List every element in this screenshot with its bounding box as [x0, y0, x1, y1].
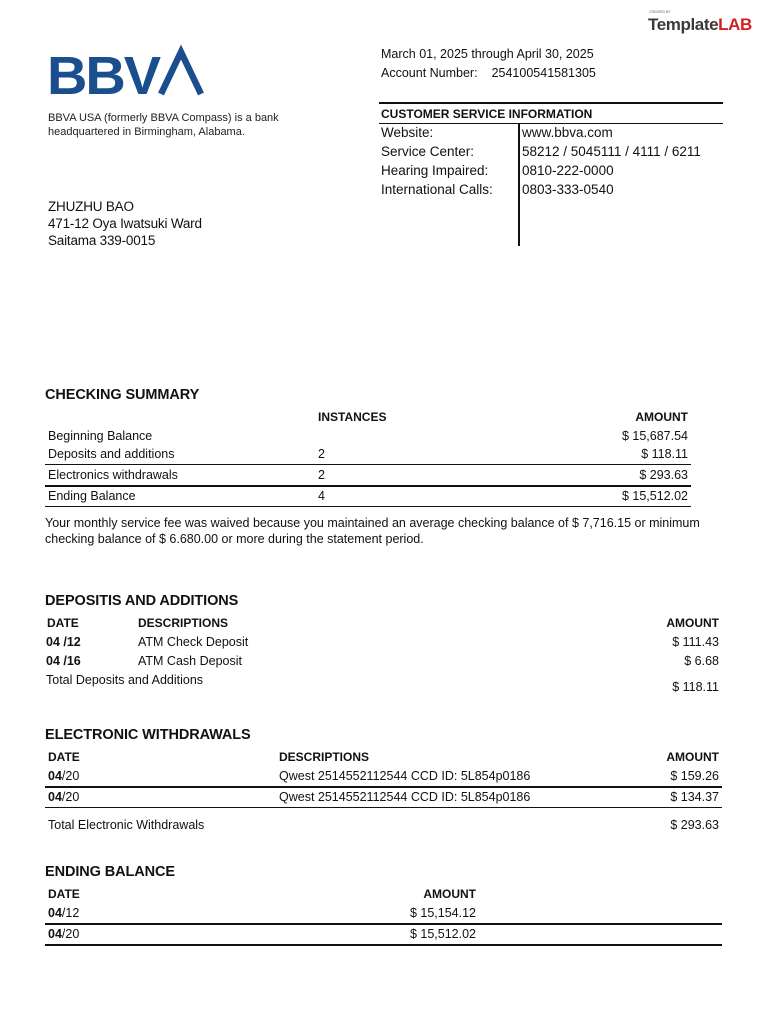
customer-address — [48, 198, 202, 249]
deposits-title: DEPOSITIS AND ADDITIONS — [45, 593, 239, 609]
svg-text:BBV: BBV — [47, 46, 162, 98]
watermark-brand-left: Template — [648, 15, 719, 34]
withdrawal-row-2-amount: $ 134.37 — [670, 790, 719, 804]
deposits-amount-header: AMOUNT — [666, 616, 719, 630]
cs-title: CUSTOMER SERVICE INFORMATION — [381, 107, 593, 121]
ending-row-2-date-month: 04 — [48, 927, 62, 941]
withdrawals-divider-1 — [45, 786, 722, 788]
withdrawals-total-amount: $ 293.63 — [670, 818, 719, 832]
withdrawal-row-2-date — [48, 790, 79, 804]
deposit-row-2-desc: ATM Cash Deposit — [138, 654, 242, 668]
summary-divider-2 — [45, 485, 691, 487]
cs-website-label: Website: — [381, 125, 434, 140]
withdrawals-amount-header: AMOUNT — [666, 750, 719, 764]
deposits-total-label: Total Deposits and Additions — [46, 673, 204, 687]
deposit-row-2-date: 04 /16 — [46, 654, 81, 668]
cs-top-divider — [379, 102, 723, 104]
ending-row-1-date — [48, 906, 79, 920]
deposits-desc-header: DESCRIPTIONS — [138, 616, 229, 630]
withdrawal-row-2-date-month: 04 — [48, 790, 62, 804]
withdrawal-row-1-date — [48, 769, 79, 783]
withdrawal-row-1-desc: Qwest 2514552112544 CCD ID: 5L854p0186 — [279, 769, 531, 783]
address-line2: Saitama 339-0015 — [48, 233, 156, 248]
cs-service-center-label: Service Center: — [381, 144, 475, 159]
deposit-row-1-amount: $ 111.43 — [672, 635, 719, 649]
cs-title-divider — [379, 123, 723, 124]
address-line1: 471-12 Oya Iwatsuki Ward — [48, 216, 202, 231]
summary-ending-amount: $ 15,512.02 — [621, 489, 688, 503]
ending-divider-2 — [45, 944, 722, 946]
cs-hearing-label: Hearing Impaired: — [381, 163, 489, 178]
account-number-row — [381, 66, 596, 80]
withdrawals-divider-2 — [45, 807, 722, 808]
watermark-brand-right: LAB — [718, 15, 752, 34]
summary-withdrawals-amount: $ 293.63 — [639, 468, 688, 482]
withdrawals-desc-header: DESCRIPTIONS — [279, 750, 370, 764]
deposit-row-2-amount: $ 6.68 — [684, 654, 719, 668]
withdrawal-row-2-desc: Qwest 2514552112544 CCD ID: 5L854p0186 — [279, 790, 531, 804]
statement-period: March 01, 2025 through April 30, 2025 — [381, 47, 594, 61]
summary-beginning-label: Beginning Balance — [48, 429, 153, 443]
withdrawals-title: ELECTRONIC WITHDRAWALS — [45, 727, 251, 743]
ending-row-1-date-day: /12 — [61, 906, 80, 920]
summary-divider-3 — [45, 506, 691, 507]
deposits-date-header: DATE — [47, 616, 79, 630]
ending-row-1-amount: $ 15,154.12 — [409, 906, 476, 920]
summary-amount-header: AMOUNT — [635, 410, 688, 424]
summary-divider-1 — [45, 464, 691, 465]
service-fee-note: Your monthly service fee was waived because you maintained an average checking balance of $ 7,716.15 or minimum checking balance of $ 6.680.00 or more during the statement period. — [45, 516, 700, 546]
ending-row-2-date-day: /20 — [61, 927, 80, 941]
checking-summary-title: CHECKING SUMMARY — [45, 387, 200, 403]
withdrawal-row-1-amount: $ 159.26 — [670, 769, 719, 783]
summary-beginning-amount: $ 15,687.54 — [621, 429, 688, 443]
customer-name: ZHUZHU BAO — [48, 199, 134, 214]
cs-international-label: International Calls: — [381, 182, 493, 197]
ending-row-2-amount: $ 15,512.02 — [409, 927, 476, 941]
summary-deposits-label: Deposits and additions — [48, 447, 175, 461]
summary-withdrawals-instances: 2 — [318, 468, 325, 482]
ending-row-1-date-month: 04 — [48, 906, 62, 920]
summary-ending-label: Ending Balance — [48, 489, 136, 503]
ending-balance-title: ENDING BALANCE — [45, 864, 175, 880]
ending-amount-header: AMOUNT — [423, 887, 476, 901]
withdrawal-row-1-date-day: /20 — [61, 769, 80, 783]
account-number-label: Account Number: — [381, 66, 478, 80]
summary-deposits-amount: $ 118.11 — [641, 447, 688, 461]
account-number: 254100541581305 — [491, 66, 596, 80]
cs-service-center-value: 58212 / 5045111 / 4111 / 6211 — [522, 144, 701, 159]
bank-description: BBVA USA (formerly BBVA Compass) is a bank headquartered in Birmingham, Alabama. — [48, 112, 279, 138]
bbva-logo — [47, 44, 207, 98]
ending-divider-1 — [45, 923, 722, 925]
summary-ending-instances: 4 — [318, 489, 325, 503]
cs-international-value: 0803-333-0540 — [522, 182, 614, 197]
ending-row-2-date — [48, 927, 79, 941]
withdrawal-row-1-date-month: 04 — [48, 769, 62, 783]
deposit-row-1-date: 04 /12 — [46, 635, 81, 649]
summary-instances-header: INSTANCES — [318, 410, 387, 424]
withdrawal-row-2-date-day: /20 — [61, 790, 80, 804]
cs-column-divider — [518, 123, 520, 246]
cs-hearing-value: 0810-222-0000 — [522, 163, 614, 178]
templatelab-watermark — [648, 9, 752, 34]
summary-deposits-instances: 2 — [318, 447, 325, 461]
deposits-total-amount: $ 118.11 — [672, 680, 719, 694]
watermark-small-text: CREATED BY — [649, 9, 671, 14]
ending-date-header: DATE — [48, 887, 80, 901]
withdrawals-date-header: DATE — [48, 750, 80, 764]
deposit-row-1-desc: ATM Check Deposit — [138, 635, 249, 649]
cs-website-value: www.bbva.com — [522, 125, 613, 140]
summary-withdrawals-label: Electronics withdrawals — [48, 468, 178, 482]
withdrawals-total-label: Total Electronic Withdrawals — [48, 818, 205, 832]
